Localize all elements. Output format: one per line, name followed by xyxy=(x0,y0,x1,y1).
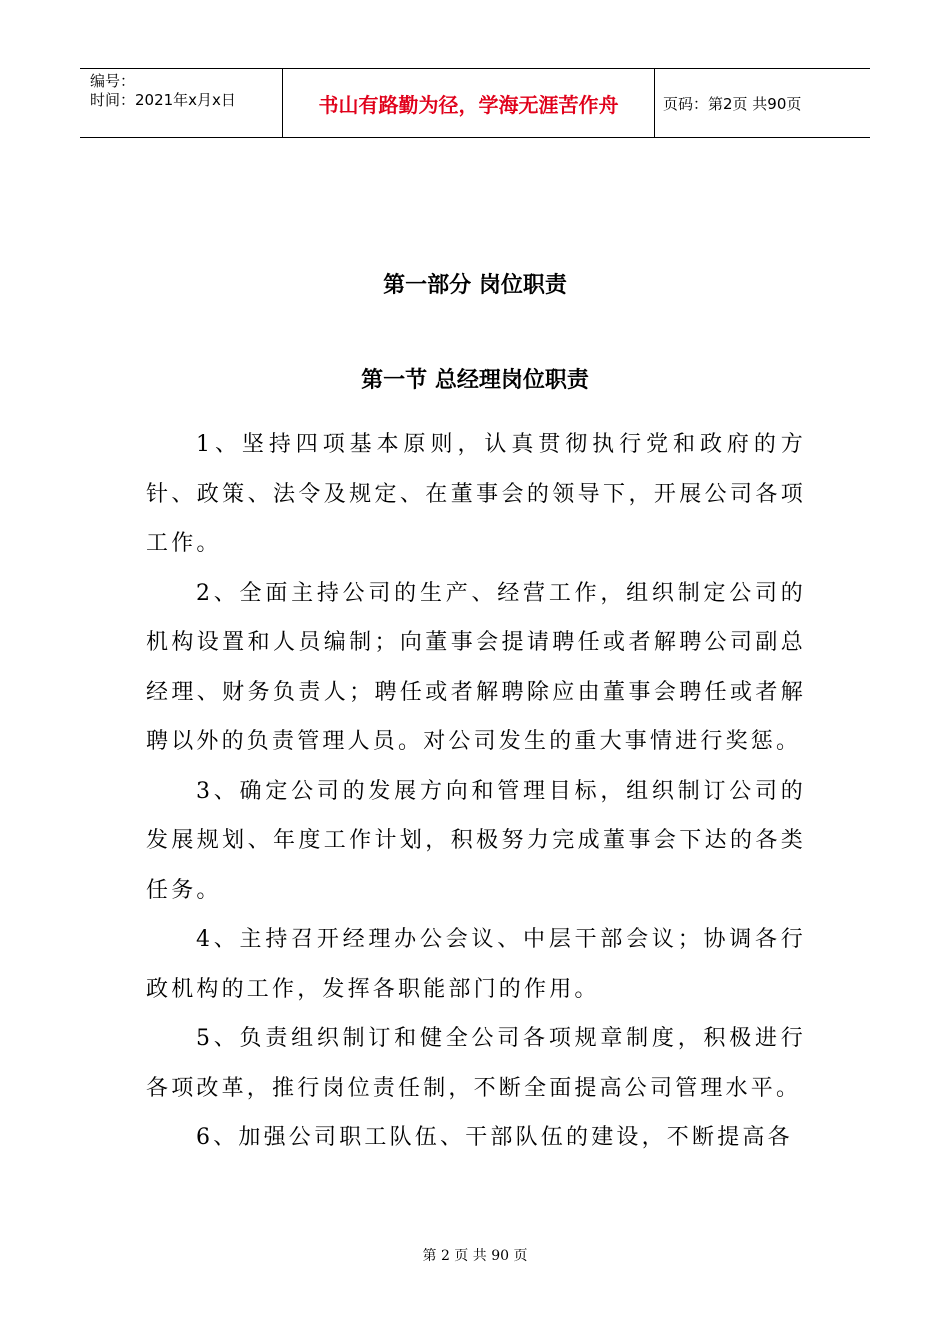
header-page-info: 页码：第2页 共90页 xyxy=(663,95,802,113)
header-page-cell xyxy=(655,69,870,137)
header-motto: 书山有路勤为径，学海无涯苦作舟 xyxy=(318,93,619,117)
paragraph-4: 4、主持召开经理办公会议、中层干部会议；协调各行政机构的工作，发挥各职能部门的作用。 xyxy=(146,927,806,1002)
paragraph-6: 6、加强公司职工队伍、干部队伍的建设，不断提高各 xyxy=(196,1125,793,1150)
paragraph-2: 2、全面主持公司的生产、经营工作，组织制定公司的机构设置和人员编制；向董事会提请聘任或者解聘公司副总经理、财务负责人；聘任或者解聘除应由董事会聘任或者解聘以外的负责管理人员。对公司发生的重大事情进行奖惩。 xyxy=(146,580,806,754)
header-motto-cell xyxy=(282,69,655,137)
part-title: 第一部分 岗位职责 xyxy=(383,273,567,298)
paragraph-1: 1、坚持四项基本原则，认真贯彻执行党和政府的方针、政策、法令及规定、在董事会的领导下，开展公司各项工作。 xyxy=(146,432,806,556)
paragraph-3: 3、确定公司的发展方向和管理目标，组织制订公司的发展规划、年度工作计划，积极努力完成董事会下达的各类任务。 xyxy=(146,778,806,903)
page-header xyxy=(80,68,870,138)
page-footer: 第 2 页 共 90 页 xyxy=(422,1248,528,1264)
document-date-label: 时间：2021年x月x日 xyxy=(90,91,236,109)
header-meta-cell xyxy=(80,69,281,137)
document-body xyxy=(146,420,806,1163)
paragraph-5: 5、负责组织制订和健全公司各项规章制度，积极进行各项改革，推行岗位责任制，不断全面提高公司管理水平。 xyxy=(146,1026,806,1101)
document-number-label: 编号： xyxy=(90,72,136,90)
section-title: 第一节 总经理岗位职责 xyxy=(361,368,589,393)
